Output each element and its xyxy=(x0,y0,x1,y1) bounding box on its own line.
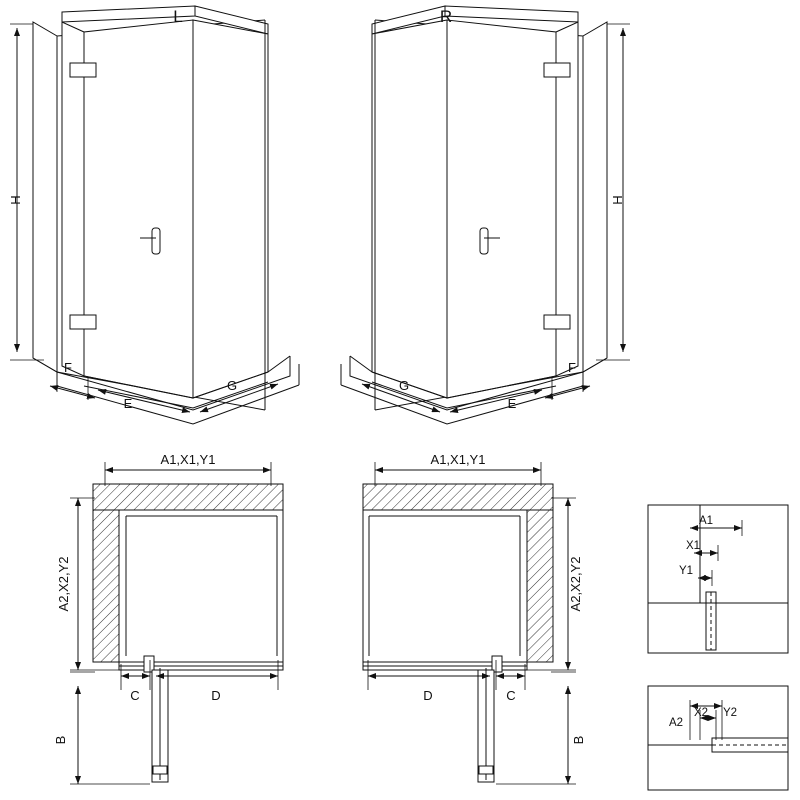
plan-view-left xyxy=(70,462,283,784)
label-detail-bottom-d1: A2 xyxy=(668,717,684,729)
label-plan-right-depth: B xyxy=(571,735,586,745)
label-plan-right-side-dim: A2,X2,Y2 xyxy=(568,556,583,612)
detail-view-bottom xyxy=(648,686,788,790)
label-iso-left-bottom: E xyxy=(123,396,133,411)
label-plan-left-inner-a: C xyxy=(130,688,140,703)
label-detail-bottom-d3: Y2 xyxy=(722,707,738,719)
label-plan-left-inner-b: D xyxy=(211,688,221,703)
label-iso-left-height: H xyxy=(8,195,23,205)
label-plan-right-top-dim: A1,X1,Y1 xyxy=(430,452,486,467)
label-detail-bottom-d2: X2 xyxy=(693,707,709,719)
label-detail-top-d3: Y1 xyxy=(678,565,694,577)
label-right-view-title: R xyxy=(439,7,453,26)
iso-view-right xyxy=(341,6,630,424)
label-iso-left-side: G xyxy=(226,378,238,393)
label-plan-left-side-dim: A2,X2,Y2 xyxy=(56,556,71,612)
iso-view-left xyxy=(10,6,299,424)
label-plan-right-inner-a: D xyxy=(423,688,433,703)
label-iso-right-height: H xyxy=(610,195,625,205)
detail-view-top xyxy=(648,505,788,653)
label-iso-right-bottom: E xyxy=(507,396,517,411)
label-iso-right-front: F xyxy=(568,360,576,375)
label-plan-left-depth: B xyxy=(53,735,68,745)
label-detail-top-d2: X1 xyxy=(685,540,701,552)
label-iso-right-side: G xyxy=(398,378,410,393)
label-plan-right-inner-b: C xyxy=(506,688,516,703)
label-iso-left-front: F xyxy=(64,360,72,375)
label-detail-top-d1: A1 xyxy=(698,515,714,527)
label-left-view-title: L xyxy=(173,7,183,26)
label-plan-left-top-dim: A1,X1,Y1 xyxy=(160,452,216,467)
plan-view-right xyxy=(363,462,576,784)
